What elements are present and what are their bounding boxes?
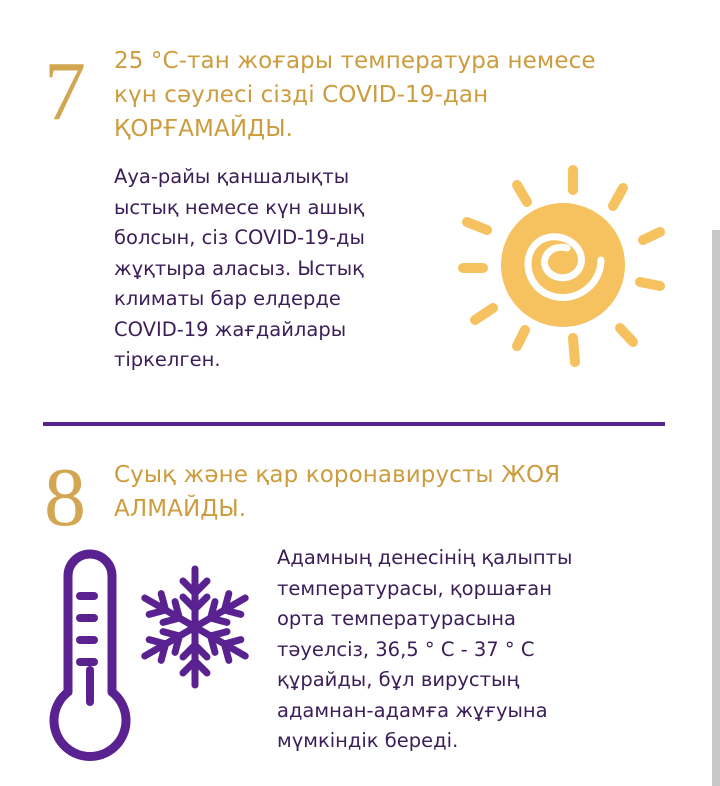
scrollbar-track[interactable] xyxy=(712,230,720,786)
body-line: мүмкіндік береді. xyxy=(277,729,459,752)
body-line: Адамның денесінің қалыпты xyxy=(277,546,573,569)
body-line: ыстық немесе күн ашық xyxy=(114,195,365,219)
body-line: Ауа-райы қаншалықты xyxy=(114,165,350,188)
heading-line: күн сәулесі сізді COVID-19-дан xyxy=(114,82,489,108)
body-line: адамнан-адамға жұғуына xyxy=(277,698,548,722)
section-number-8: 8 xyxy=(44,451,86,544)
body-line: тіркелген. xyxy=(114,348,221,371)
sun-icon xyxy=(455,160,675,380)
section-8-body xyxy=(277,543,572,757)
body-line: климаты бар елдерде xyxy=(114,287,341,310)
body-line: құрайды, бұл вирустың xyxy=(277,668,520,691)
body-line: орта температурасына xyxy=(277,607,516,630)
heading-line: 25 °C-тан жоғары температура немесе xyxy=(114,48,596,74)
heading-line: Суық және қар коронавирусты ЖОЯ xyxy=(114,462,561,488)
body-line: COVID-19 жағдайлары xyxy=(114,317,347,341)
body-line: болсын, сіз COVID-19-ды xyxy=(114,226,365,249)
heading-line: ҚОРҒАМАЙДЫ. xyxy=(114,116,294,142)
section-7-heading xyxy=(114,44,596,146)
heading-line: АЛМАЙДЫ. xyxy=(114,496,247,522)
thermometer-icon xyxy=(46,552,136,752)
section-7-body xyxy=(114,162,365,376)
section-8-heading xyxy=(114,458,560,526)
body-line: тәуелсіз, 36,5 ° С - 37 ° С xyxy=(277,637,535,661)
section-number-7: 7 xyxy=(44,45,86,138)
section-divider xyxy=(43,422,665,426)
body-line: температурасы, қоршаған xyxy=(277,576,552,600)
snowflake-icon xyxy=(135,562,255,692)
body-line: жұқтыра аласыз. Ыстық xyxy=(114,256,364,280)
